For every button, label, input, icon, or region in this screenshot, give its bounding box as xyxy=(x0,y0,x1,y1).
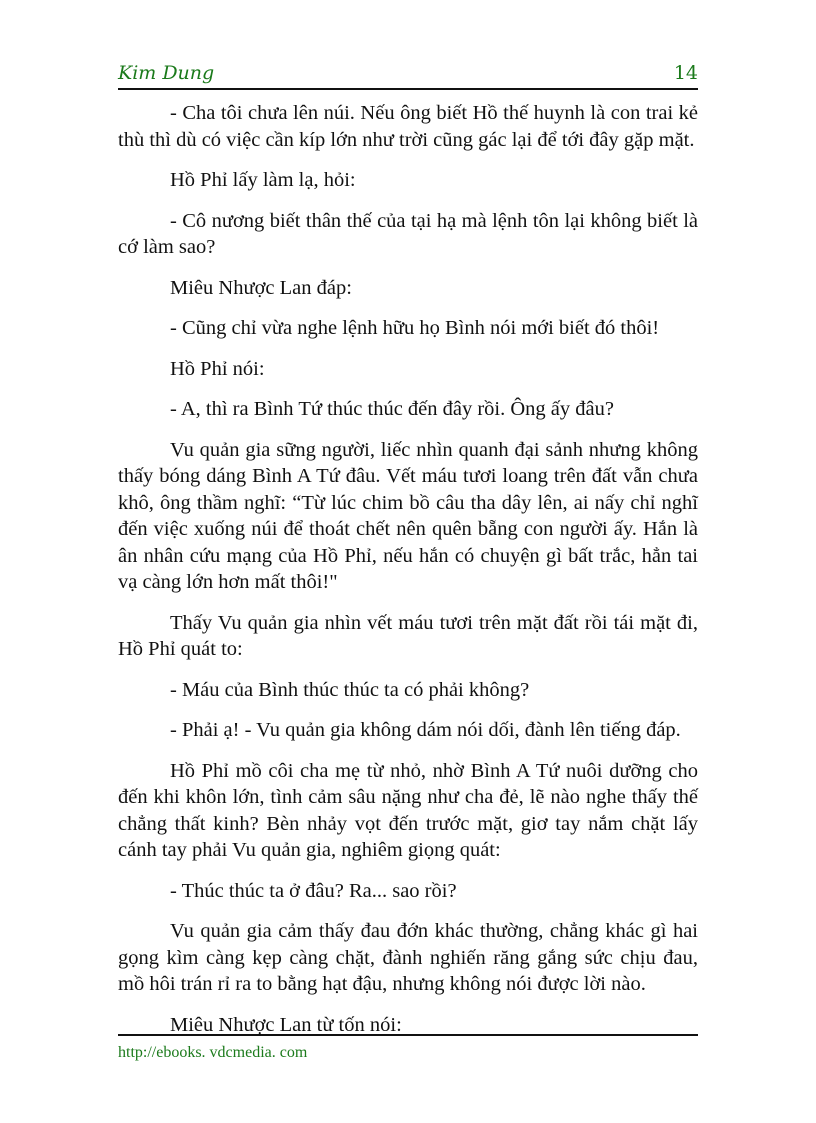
footer-rule xyxy=(118,1034,698,1036)
paragraph: Miêu Nhược Lan từ tốn nói: xyxy=(170,1013,402,1036)
paragraph: Hồ Phỉ mồ côi cha mẹ từ nhỏ, nhờ Bình A Tứ nuôi dưỡng cho đến khi khôn lớn, tình cảm sâu nặng như cha đẻ, lẽ nào nghe thấy thế chẳng thất kinh? Bèn nhảy vọt đến trước mặt, giơ tay nắm chặt lấy cánh tay phải Vu quản gia, nghiêm giọng quát: xyxy=(118,759,698,861)
header-rule xyxy=(118,88,698,90)
page-header xyxy=(118,62,698,88)
paragraph: - Cha tôi chưa lên núi. Nếu ông biết Hồ thế huynh là con trai kẻ thù thì dù có việc cần kíp lớn như trời cũng gác lại để tới đây gặp mặt. xyxy=(118,102,698,151)
paragraph: Vu quản gia cảm thấy đau đớn khác thường, chẳng khác gì hai gọng kìm càng kẹp càng chặt, đành nghiến răng gắng sức chịu đau, mồ hôi trán rỉ ra to bằng hạt đậu, nhưng không nói được lời nào. xyxy=(118,920,698,995)
author-name: Kim Dung xyxy=(118,62,215,84)
paragraph: - A, thì ra Bình Tứ thúc thúc đến đây rồi. Ông ấy đâu? xyxy=(170,398,614,420)
paragraph: - Thúc thúc ta ở đâu? Ra... sao rồi? xyxy=(170,879,457,902)
paragraph: - Cũng chỉ vừa nghe lệnh hữu họ Bình nói mới biết đó thôi! xyxy=(170,317,660,339)
paragraph: Hồ Phỉ nói: xyxy=(170,357,265,380)
page-number: 14 xyxy=(673,62,698,84)
paragraph: Hồ Phỉ lấy làm lạ, hỏi: xyxy=(170,169,356,191)
footer-url: http://ebooks. vdcmedia. com xyxy=(118,1044,308,1061)
page-body xyxy=(118,100,698,1052)
paragraph: - Máu của Bình thúc thúc ta có phải không? xyxy=(170,678,530,701)
paragraph: Miêu Nhược Lan đáp: xyxy=(170,276,352,299)
paragraph: - Cô nương biết thân thế của tại hạ mà lệnh tôn lại không biết là cớ làm sao? xyxy=(118,209,698,258)
paragraph: Vu quản gia sững người, liếc nhìn quanh đại sảnh nhưng không thấy bóng dáng Bình A Tứ đâu. Vết máu tươi loang trên đất vẫn chưa khô, ông thầm nghĩ: “Từ lúc chim bồ câu tha dây lên, ai nấy chỉ nghĩ đến việc xuống núi để thoát chết nên quên bẵng con người ấy. Hắn là ân nhân cứu mạng của Hồ Phỉ, nếu hắn có chuyện gì bất trắc, hẳn tai vạ càng lớn hơn mất thôi!" xyxy=(118,438,698,593)
paragraph: - Phải ạ! - Vu quản gia không dám nói dối, đành lên tiếng đáp. xyxy=(170,719,681,741)
paragraph: Thấy Vu quản gia nhìn vết máu tươi trên mặt đất rồi tái mặt đi, Hồ Phỉ quát to: xyxy=(118,611,698,660)
